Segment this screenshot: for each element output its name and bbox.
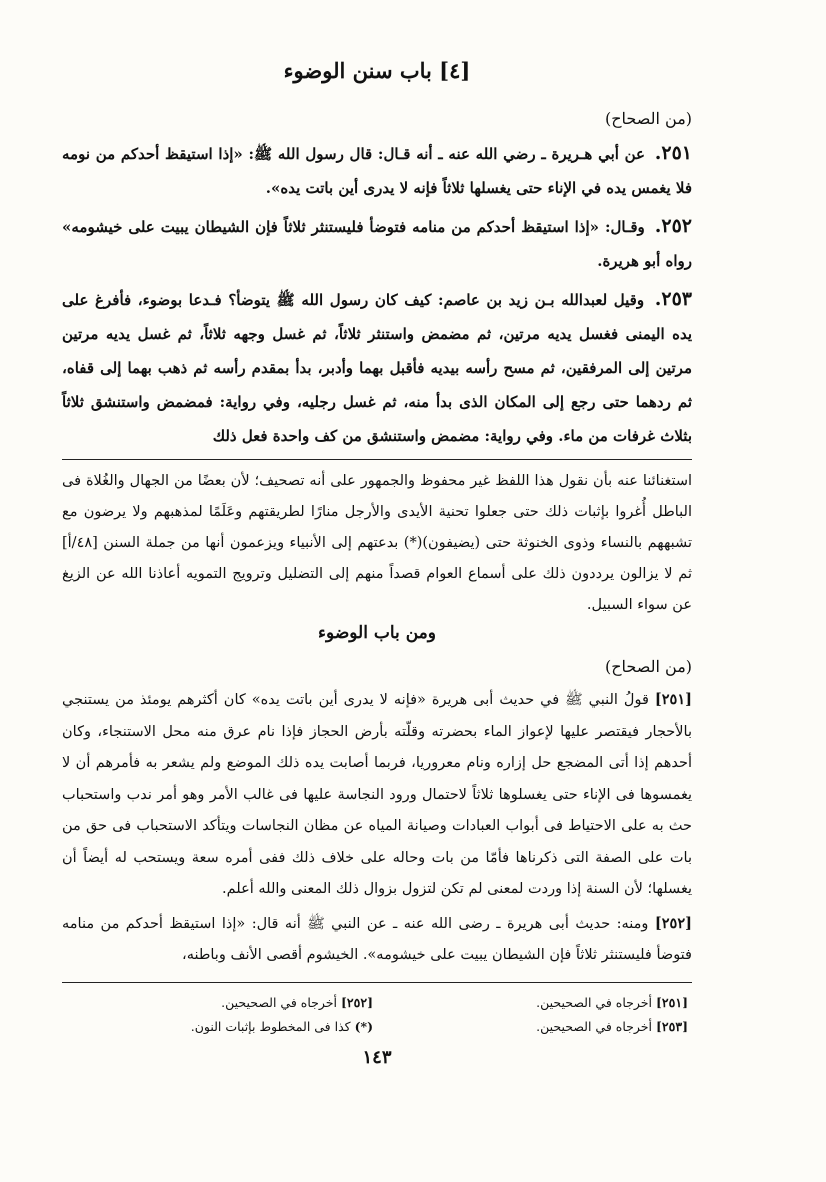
paragraph-text: قولُ النبي ﷺ في حديث أبى هريرة «فإنه لا يدرى أين باتت يده» كان أكثرهم يومئذ من يستنجي بالأحجار فيقتصر عليها لإعواز الماء بحضرته وقلّته بأرض الحجاز فإذا نام عرق منه محل الاستنجاء، وكان أحدهم إذا أتى المضجع حل إزاره ونام معروريا، فربما أصابت يده ذلك الموضع ولم يشعر به فأمرهم أن لا يغمسوها فى الإناء حتى يغسلوها ثلاثاً لاحتمال ورود النجاسة عليها فى غالب الأمر وهو أمر ندب واستحباب حث به على الاحتياط فى أبواب العبادات وصيانة المياه عن مظان النجاسات ويتأكد الاستحباب فى حق من بات على الصفة التى ذكرناها فأمّا من بات وحاله على خلاف ذلك ففى أمره سعة ويستحب له أيضاً أن يغسلها؛ لأن السنة إذا وردت لمعنى لم تكن لتزول بزوال ذلك المعنى والله أعلم. [62,692,692,897]
subsection-label: (من الصحاح) [604,657,692,676]
hadith-251 [62,136,692,205]
subsection-title: ومن باب الوضوء [318,623,436,643]
hadith-number: ٢٥١. [654,142,692,164]
footnote-divider [62,982,692,983]
hadith-text: عن أبي هـريرة ـ رضي الله عنه ـ أنه قـال: قال رسول الله ﷺ: «إذا استيقظ أحدكم من نومه فلا يغمس يده في الإناء حتى يغسلها ثلاثاً فإنه لا يدرى أين باتت يده». [62,145,692,197]
footnote: [٢٥٢]أخرجاه في الصحيحين. [221,994,373,1010]
section-divider [62,459,692,460]
footnote: (*)كذا فى المخطوط بإثبات النون. [190,1018,373,1034]
hadith-252 [62,209,692,278]
paragraph-ref: [٢٥٢] [654,914,692,932]
section-label: (من الصحاح) [604,109,692,128]
page-body [62,58,692,1068]
footnotes [62,991,692,1039]
footnote: [٢٥١]أخرجاه في الصحيحين. [536,994,688,1010]
explanation-251 [62,684,692,906]
hadith-number: ٢٥٣. [654,288,692,310]
hadith-text: وقـال: «إذا استيقظ أحدكم من منامه فتوضأ فليستنثر ثلاثاً فإن الشيطان يبيت على خيشومه» رواه أبو هريرة. [62,218,692,270]
explanation-252 [62,908,692,972]
commentary: استغنائنا عنه بأن نقول هذا اللفظ غير محفوظ والجمهور على أنه تصحيف؛ لأن بعضًا من الجهال والغُلاة فى الباطل أُغروا بإثبات ذلك حتى جعلوا تحنية الأيدى والأرجل منارًا لطريقتهم وعَلَمًا لمذهبهم ولا يرضون مع تشبههم بالنساء وذوى الخنوثة حتى (يضيفون)(*) بدعتهم إلى الأنبياء ويزعمون أنها من جملة السنن [٤٨/أ] ثم لا يزالون يرددون ذلك على أسماع العوام قصداً منهم إلى التضليل وترويج التمويه أعاذنا الله عن الزيغ عن سواء السبيل. [62,473,692,613]
page-number: ١٤٣ [362,1046,392,1068]
paragraph-ref: [٢٥١] [654,691,693,708]
paragraph-text: ومنه: حديث أبى هريرة ـ رضى الله عنه ـ عن النبي ﷺ أنه قال: «إذا استيقظ أحدكم من منامه فتوضأ فليستنثر ثلاثاً فإن الشيطان يبيت على خيشومه». الخيشوم أقصى الأنف وباطنه، [62,915,692,963]
footnote: [٢٥٣]أخرجاه في الصحيحين. [536,1018,688,1034]
hadith-text: وقيل لعبدالله بـن زيد بن عاصم: كيف كان رسول الله ﷺ يتوضأ؟ فـدعا بوضوء، فأفرغ على يده اليمنى فغسل يديه مرتين، ثم مضمض واستنثر ثلاثاً، ثم غسل وجهه ثلاثاً، ثم غسل يديه مرتين مرتين إلى المرفقين، ثم مسح رأسه بيديه فأقبل بهما وأدبر، بدأ بمقدم رأسه ثم ذهب بهما إلى قفاه، ثم ردهما حتى رجع إلى المكان الذى بدأ منه، ثم غسل رجليه، وفي رواية: فمضمض واستنشق ثلاثاً بثلاث غرفات من ماء. وفي رواية: مضمض واستنشق من كف واحدة فعل ذلك [62,291,692,445]
chapter-title: [٤] باب سنن الوضوء [283,58,471,83]
hadith-253 [62,282,692,453]
hadith-number: ٢٥٢. [654,215,692,237]
